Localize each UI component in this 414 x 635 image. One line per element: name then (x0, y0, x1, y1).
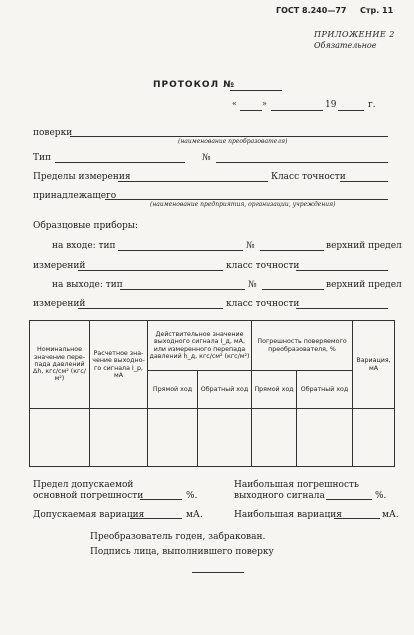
protocol-title: ПРОТОКОЛ № (153, 80, 236, 90)
limit-error-percent: %. (186, 491, 198, 501)
type-label: Тип (33, 153, 51, 163)
allowed-variation-label: Допускаемая вариация (33, 510, 145, 520)
input-upper-limit-label: верхний предел (326, 241, 402, 251)
type-line[interactable] (55, 162, 185, 163)
page-number: Стр. 11 (360, 6, 394, 15)
header-calculated-signal: Расчетное зна- чение выходно- го сигнала I_р, мА (90, 321, 148, 409)
table-cell[interactable] (198, 409, 252, 467)
output-measurements-label: измерений (33, 299, 86, 309)
header-actual-signal: Действительное значение выходного сигнала I_д, мА, или измеренного перепада давлений h_д, кгс/см² (кгс/м²) (148, 321, 252, 371)
output-class-label: класс точности (226, 299, 300, 309)
gost-code: ГОСТ 8.240—77 (276, 6, 347, 15)
max-variation-label: Наибольшая вариация (234, 510, 342, 520)
table-cell[interactable] (353, 409, 395, 467)
input-type-line[interactable] (118, 250, 243, 251)
max-error-label-2: выходного сигнала (234, 491, 325, 501)
table-cell[interactable] (30, 409, 90, 467)
serial-number-line[interactable] (216, 162, 388, 163)
output-upper-limit-label: верхний предел (326, 280, 402, 290)
verification-label: поверки (33, 128, 73, 138)
input-measurements-label: измерений (33, 261, 86, 271)
output-upper-limit-line[interactable] (78, 308, 223, 309)
converter-name-line[interactable] (70, 136, 388, 137)
input-number-line[interactable] (260, 250, 324, 251)
number-sign: № (202, 153, 211, 163)
output-type-label: на выходе: тип (52, 280, 123, 290)
date-day-line[interactable] (240, 110, 262, 111)
measurement-table (29, 320, 395, 467)
output-type-line[interactable] (120, 289, 245, 290)
limit-error-label-1: Предел допускаемой (33, 480, 134, 490)
allowed-variation-line[interactable] (130, 518, 182, 519)
enterprise-line[interactable] (105, 199, 388, 200)
header-nominal-pressure: Номинальное значение пере- пада давлений Δh, кгс/см² (кгс/м²) (30, 321, 90, 409)
accuracy-class-label: Класс точности (271, 172, 346, 182)
date-year-line[interactable] (338, 110, 364, 111)
date-year-suffix: г. (368, 100, 376, 110)
header-reverse-2: Обратный ход (297, 371, 353, 409)
suitability-text: Преобразователь годен, забракован. (90, 532, 266, 542)
date-quote-open: « (232, 99, 237, 108)
input-type-label: на входе: тип (52, 241, 116, 251)
appendix-title: ПРИЛОЖЕНИЕ 2 (314, 30, 395, 39)
max-error-percent: %. (375, 491, 387, 501)
max-error-line[interactable] (326, 499, 372, 500)
table-row (30, 409, 395, 467)
appendix-mandatory: Обязательное (314, 41, 377, 50)
date-year-prefix: 19 (325, 100, 337, 110)
reference-instruments-label: Образцовые приборы: (33, 221, 139, 231)
input-number-sign: № (246, 241, 255, 251)
date-month-line[interactable] (271, 110, 323, 111)
header-forward-2: Прямой ход (252, 371, 297, 409)
header-error: Погрешность поверяемого преобразователя, % (252, 321, 353, 371)
protocol-number-line[interactable] (230, 90, 282, 91)
table-cell[interactable] (90, 409, 148, 467)
header-forward-1: Прямой ход (148, 371, 198, 409)
header-variation: Вариация, мА (353, 321, 395, 409)
limit-error-line[interactable] (140, 499, 182, 500)
header-reverse-1: Обратный ход (198, 371, 252, 409)
belonging-label: принадлежащего (33, 191, 117, 201)
input-upper-limit-line[interactable] (78, 270, 223, 271)
table-cell[interactable] (148, 409, 198, 467)
output-class-line[interactable] (296, 308, 388, 309)
enterprise-caption: (наименование предприятия, организации, учреждения) (150, 201, 336, 208)
table-cell[interactable] (297, 409, 353, 467)
allowed-variation-unit: мА. (186, 510, 203, 520)
measure-limits-line[interactable] (118, 181, 268, 182)
max-error-label-1: Наибольшая погрешность (234, 480, 359, 490)
max-variation-line[interactable] (334, 518, 380, 519)
limit-error-label-2: основной погрешности (33, 491, 144, 501)
signature-label: Подпись лица, выполнившего поверку (90, 547, 274, 557)
date-quote-close: » (262, 99, 267, 108)
input-class-line[interactable] (296, 270, 388, 271)
output-number-sign: № (248, 280, 257, 290)
measure-limits-label: Пределы измерения (33, 172, 131, 182)
input-class-label: класс точности (226, 261, 300, 271)
accuracy-class-line[interactable] (340, 181, 388, 182)
output-number-line[interactable] (262, 289, 324, 290)
converter-caption: (наименование преобразователя) (178, 138, 288, 145)
table-cell[interactable] (252, 409, 297, 467)
max-variation-unit: мА. (382, 510, 399, 520)
signature-line[interactable] (192, 572, 244, 573)
